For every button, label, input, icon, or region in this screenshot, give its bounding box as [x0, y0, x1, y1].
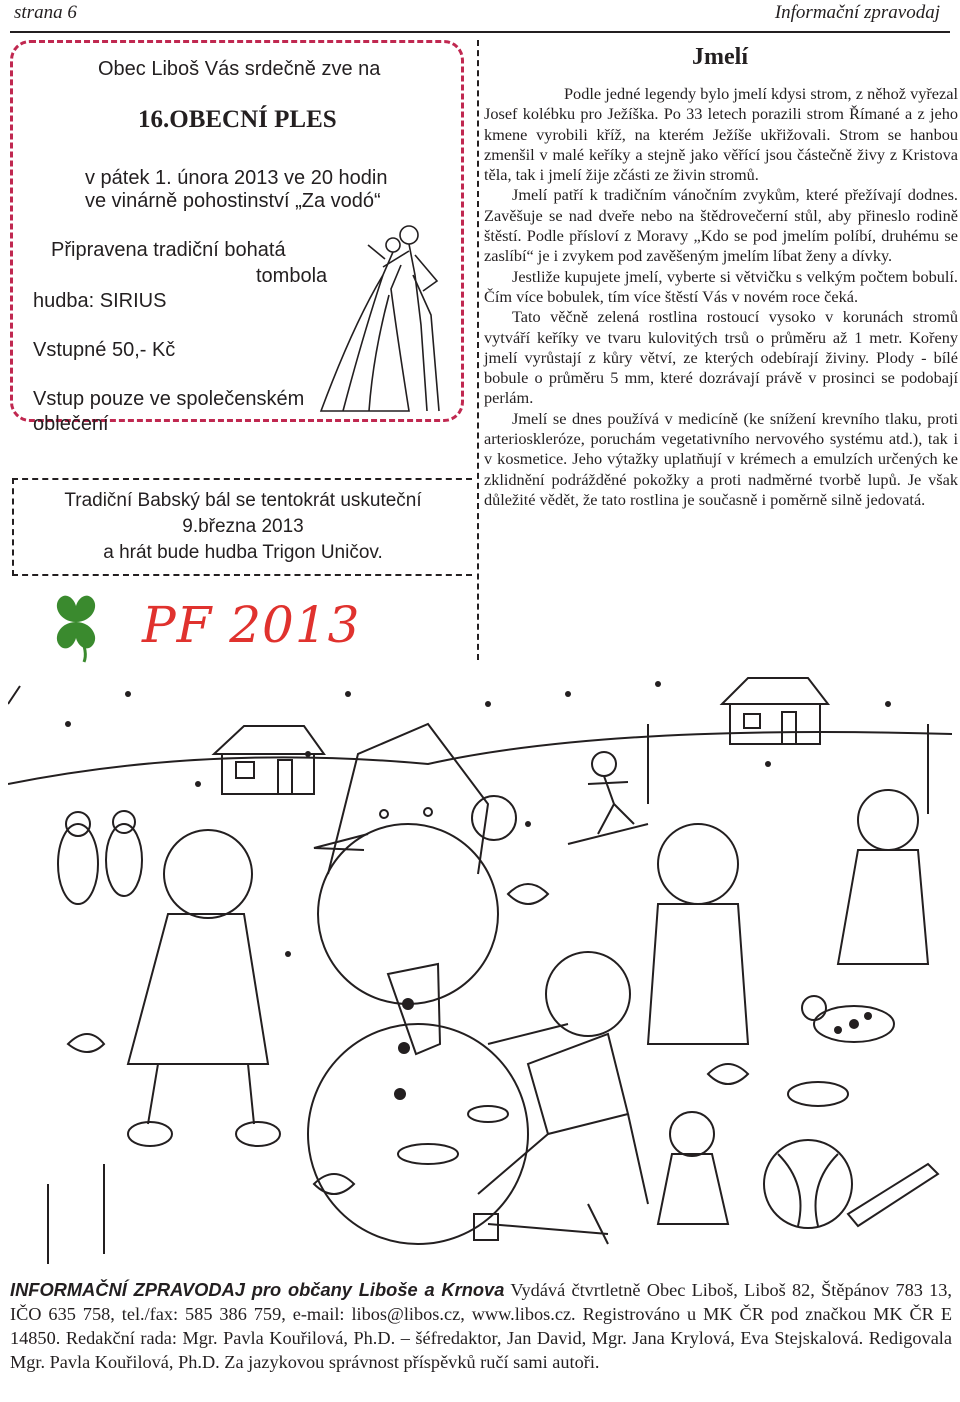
invitation-dress-1: Vstup pouze ve společenském: [33, 388, 305, 410]
article-title: Jmelí: [692, 44, 748, 70]
babsky-line-1: Tradiční Babský bál se tentokrát uskuteční: [64, 490, 422, 511]
babsky-line-2: 9.března 2013: [182, 516, 304, 537]
invitation-tombola: tombola: [256, 265, 328, 287]
winter-scene-drawing: [8, 664, 952, 1264]
ball-invitation-box: [10, 40, 464, 435]
column-separator: [477, 40, 479, 660]
footer-imprint: [10, 1278, 952, 1374]
dancing-couple-illustration: [313, 215, 463, 415]
page-number: strana 6: [14, 2, 77, 23]
article-paragraph: Podle jedné legendy bylo jmelí kdysi strom, z něhož vyřezal Josef kolébku pro Ježíška. Po 33 letech porazili strom Římané a z jeho kmene vyrobili kříž, na kterém Ježíše ukřižovali. Strom se hanbou zmenšil v malé keříky a stejně jako věřící jsou částečně živy z Kristova těla, tak i jmelí žije zčásti ze živin stromů.: [484, 84, 958, 185]
article-paragraph: Jmelí se dnes používá v medicíně (ke snížení krevního tlaku, proti arterioskleróze, poruchám vegetativního nervového systému atd.), tak i v kosmetice. Jeho výtažky uplatňují v krémech a emulzích určených ke zklidnění podrážděné pokožky a proti nadměrné tvorbě lupů. Je však důležité vědět, že tato rostlina je současně i poměrně silně jedovatá.: [484, 408, 958, 509]
invitation-entry: Vstupné 50,- Kč: [33, 339, 176, 361]
babsky-line-3: a hrát bude hudba Trigon Uničov.: [103, 542, 383, 563]
invitation-dress-2: oblečení: [33, 413, 109, 435]
babsky-bal-box: [12, 478, 472, 576]
publication-name: Informační zpravodaj: [774, 2, 940, 23]
invitation-intro: Obec Liboš Vás srdečně zve na: [98, 58, 381, 80]
invitation-venue: ve vinárně pohostinství „Za vodó“: [85, 190, 381, 212]
header-rule: [10, 31, 950, 33]
article-body: [484, 84, 958, 510]
invitation-date: v pátek 1. února 2013 ve 20 hodin: [85, 167, 388, 189]
invitation-music: hudba: SIRIUS: [33, 290, 167, 312]
invitation-title: 16.OBECNÍ PLES: [138, 106, 337, 133]
article-paragraph: Tato věčně zelená rostlina rostoucí vysoko v korunách stromů vytváří keříky ve tvaru kulovitých trsů o průměru až 1 metr. Kořeny jmelí vyrůstají z kůry větví, ze kterých odebírají živiny. Plody - bílé bobule o průměru 5 mm, které dozrávají právě v prosinci se podobají perlám.: [484, 307, 958, 408]
article-paragraph: Jmelí patří k tradičním vánočním zvykům, které přežívají dodnes. Zavěšuje se nad dveře nebo na štědrovečerní stůl, aby přineslo rodině štěstí. Podle přísloví z Moravy „Kdo se pod jmelím políbí, druhému se zaslíbí“ je i zvykem pod zavěšeným jmelím líbat ženy a dívky.: [484, 185, 958, 266]
footer-text: Vydává čtvrtletně Obec Liboš, Liboš 82, Štěpánov 783 13, IČO 635 758, tel./fax: 585 386 759, e-mail: libos@libos.cz, www.libos.cz. Registrováno u MK ČR pod značkou MK ČR E 14850. Redakční rada: Mgr. Pavla Kouřilová, Ph.D. – šéfredaktor, Jan David, Mgr. Jana Krylová, Eva Stejskalová. Redigovala Mgr. Pavla Kouřilová, Ph.D. Za jazykovou správnost příspěvků ručí sami autoři.: [10, 1280, 952, 1372]
pf-greeting: PF 2013: [142, 596, 361, 654]
invitation-prep: Připravena tradiční bohatá: [51, 239, 286, 261]
footer-lead: INFORMAČNÍ ZPRAVODAJ pro občany Liboše a Krnova: [10, 1279, 505, 1300]
article-paragraph: Jestliže kupujete jmelí, vyberte si větvičku s velkým počtem bobulí. Čím více bobulek, tím více štěstí Vás v novém roce čeká.: [484, 266, 958, 306]
four-leaf-clover-icon: [40, 586, 112, 664]
